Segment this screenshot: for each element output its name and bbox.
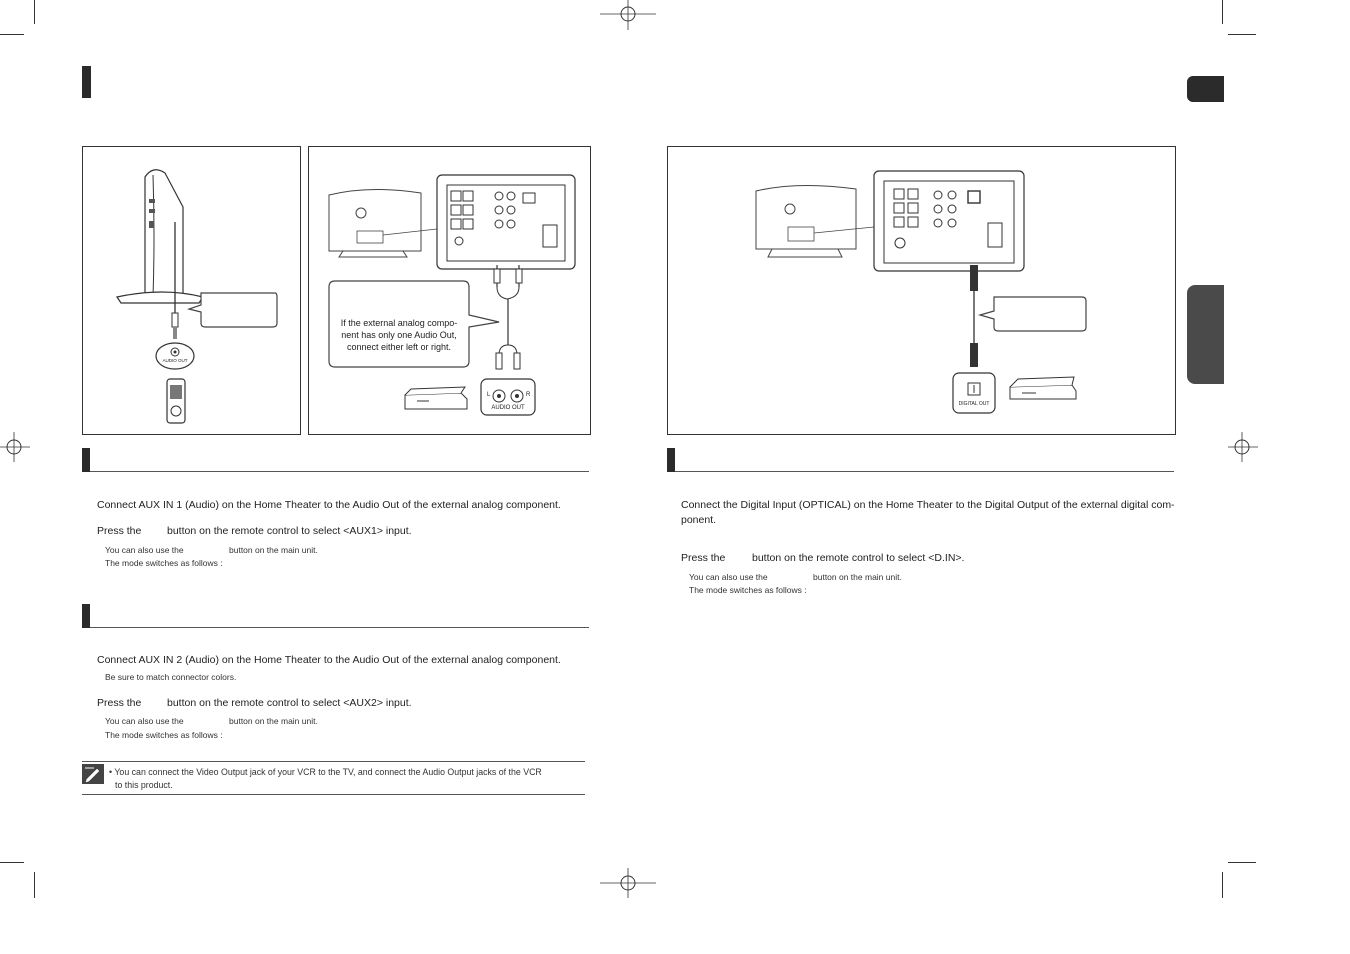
speaker-stand-illustration [83, 147, 300, 434]
aux1-note1-pre: You can also use the [105, 545, 184, 555]
callout-line-1: If the external analog compo- [340, 318, 458, 328]
aux2-note2: The mode switches as follows : [105, 730, 223, 740]
aux1-note2: The mode switches as follows : [105, 558, 223, 568]
aux2-note1-pre: You can also use the [105, 716, 184, 726]
single-audio-out-callout [333, 317, 465, 353]
digital-note2: The mode switches as follows : [689, 585, 807, 595]
aux1-step1: Connect AUX IN 1 (Audio) on the Home Theater to the Audio Out of the external analog component. [97, 499, 561, 511]
left-channel-label: L [487, 392, 491, 398]
tip-line-1: • You can connect the Video Output jack of your VCR to the TV, and connect the Audio Output jacks of the VCR [109, 767, 542, 777]
section-digital-heading [667, 448, 675, 472]
page-title-bar [82, 66, 91, 98]
digital-step1-line1: Connect the Digital Input (OPTICAL) on the Home Theater to the Digital Output of the external digital com- [681, 499, 1175, 511]
chapter-side-tab [1187, 285, 1224, 384]
section-digital-rule [675, 471, 1174, 472]
tip-box [82, 761, 585, 795]
digital-step2-press: Press the [681, 552, 726, 564]
digital-out-label: DIGITAL OUT [958, 401, 990, 407]
aux2-step2-rest: button on the remote control to select <AUX2> input. [167, 697, 412, 709]
digital-step1-line2: ponent. [681, 514, 717, 526]
section-aux2-rule [90, 627, 589, 628]
digital-note1-pre: You can also use the [689, 572, 768, 582]
registration-mark-left [0, 432, 30, 462]
section-aux1-heading [82, 448, 90, 472]
aux1-step2-press: Press the [97, 525, 142, 537]
aux2-step2-press: Press the [97, 697, 142, 709]
note-pencil-icon [82, 764, 104, 784]
diagram-aux2-analog [308, 146, 591, 435]
section-aux1-rule [90, 471, 589, 472]
callout-line-3: connect either left or right. [346, 342, 452, 352]
aux2-note1-post: button on the main unit. [229, 716, 318, 726]
audio-out-label: AUDIO OUT [491, 405, 525, 411]
optical-connection-illustration [668, 147, 1175, 434]
callout-line-2: nent has only one Audio Out, [341, 330, 457, 340]
registration-mark-bottom [600, 868, 656, 898]
diagram-digital-optical [667, 146, 1176, 435]
aux2-step1: Connect AUX IN 2 (Audio) on the Home Theater to the Audio Out of the external analog component. [97, 654, 561, 666]
digital-note1-post: button on the main unit. [813, 572, 902, 582]
registration-mark-right [1228, 432, 1258, 462]
language-tab [1187, 76, 1224, 102]
section-aux2-heading [82, 604, 90, 628]
home-theater-rear-illustration [309, 147, 590, 434]
audio-out-label: AUDIO OUT [162, 358, 188, 363]
digital-step2-rest: button on the remote control to select <D.IN>. [752, 552, 965, 564]
diagram-aux1-portable [82, 146, 301, 435]
tip-line-2: to this product. [115, 780, 173, 790]
right-channel-label: R [526, 392, 531, 398]
aux1-step2-rest: button on the remote control to select <AUX1> input. [167, 525, 412, 537]
aux1-note1-post: button on the main unit. [229, 545, 318, 555]
aux2-step1-note: Be sure to match connector colors. [105, 672, 237, 682]
registration-mark-top [600, 0, 656, 30]
